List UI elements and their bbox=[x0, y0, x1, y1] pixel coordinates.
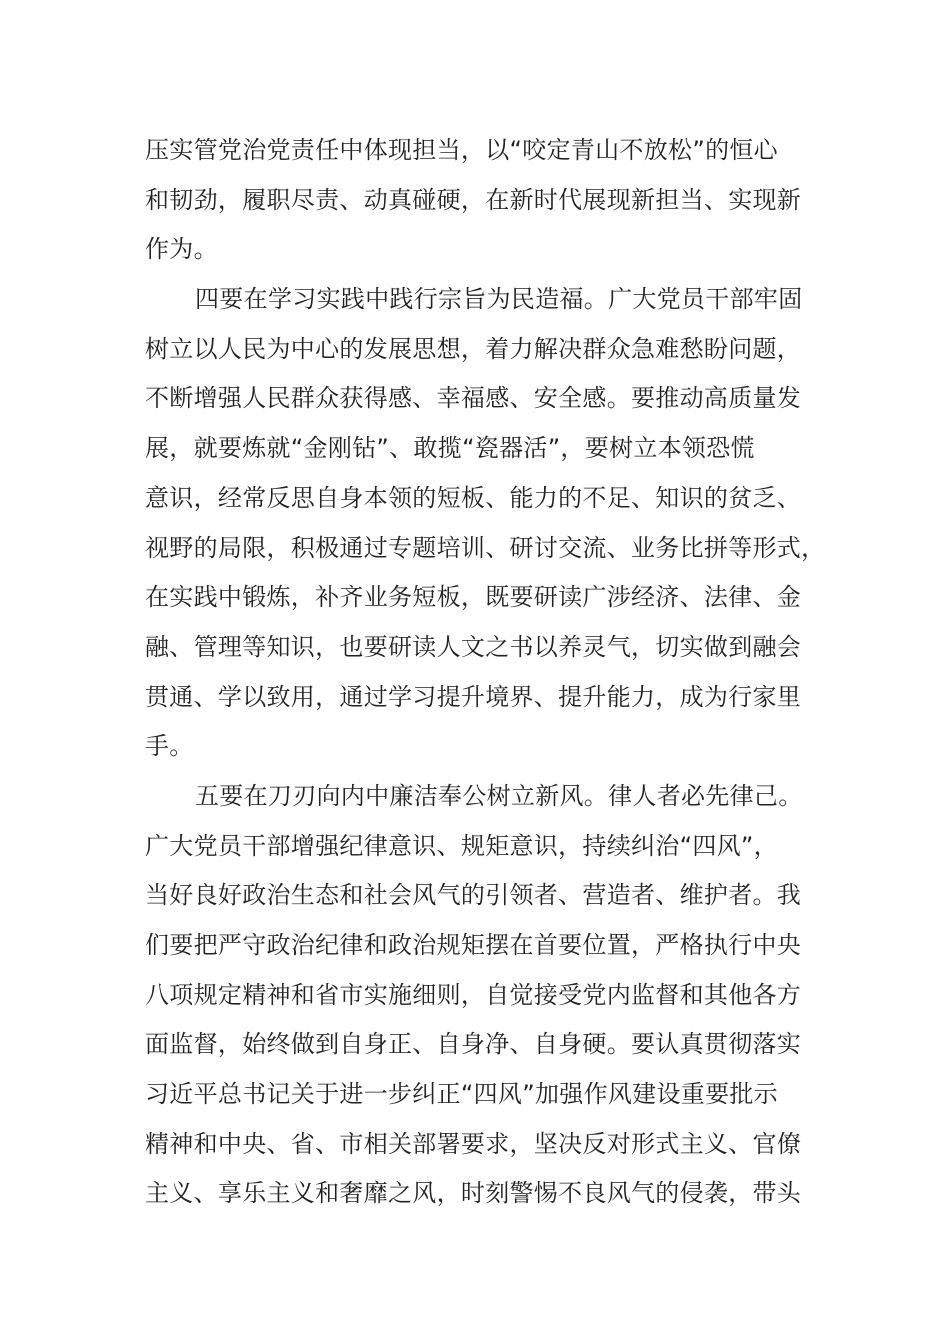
body-text bbox=[145, 126, 826, 1219]
text-line: 压实管党治党责任中体现担当，以“咬定青山不放松”的恒心 bbox=[145, 136, 778, 164]
text-line: 作为。 bbox=[145, 235, 218, 264]
text-line: 习近平总书记关于进一步纠正“四风”加强作风建设重要批示 bbox=[145, 1080, 778, 1109]
text-line: 在实践中锻炼，补齐业务短板，既要研读广涉经济、法律、金 bbox=[145, 583, 802, 612]
text-line: 广大党员干部增强纪律意识、规矩意识，持续纠治“四风”， bbox=[145, 831, 778, 860]
text-line: 们要把严守政治纪律和政治规矩摆在首要位置，严格执行中央 bbox=[145, 931, 802, 959]
text-line: 精神和中央、省、市相关部署要求，坚决反对形式主义、官僚 bbox=[145, 1129, 802, 1158]
text-line: 不断增强人民群众获得感、幸福感、安全感。要推动高质量发 bbox=[145, 384, 802, 413]
text-line: 和韧劲，履职尽责、动真碰硬，在新时代展现新担当、实现新 bbox=[145, 185, 802, 214]
paragraph-start-line: 四要在学习实践中践行宗旨为民造福。广大党员干部牢固 bbox=[195, 285, 803, 314]
paragraph-start-line: 五要在刀刃向内中廉洁奉公树立新风。律人者必先律己。 bbox=[195, 781, 803, 810]
text-line: 八项规定精神和省市实施细则，自觉接受党内监督和其他各方 bbox=[145, 980, 802, 1009]
text-line: 主义、享乐主义和奢靡之风，时刻警惕不良风气的侵袭，带头 bbox=[145, 1179, 802, 1208]
text-line: 意识，经常反思自身本领的短板、能力的不足、知识的贫乏、 bbox=[145, 483, 802, 512]
text-line: 融、管理等知识，也要研读人文之书以养灵气，切实做到融会 bbox=[145, 632, 802, 661]
text-line: 树立以人民为中心的发展思想，着力解决群众急难愁盼问题， bbox=[145, 334, 802, 363]
text-line: 手。 bbox=[145, 732, 194, 761]
text-line: 当好良好政治生态和社会风气的引领者、营造者、维护者。我 bbox=[145, 881, 802, 910]
text-line: 面监督，始终做到自身正、自身净、自身硬。要认真贯彻落实 bbox=[145, 1030, 802, 1059]
text-line: 展，就要炼就“金刚钻”、敢揽“瓷器活”，要树立本领恐慌 bbox=[145, 434, 755, 463]
text-line: 视野的局限，积极通过专题培训、研讨交流、业务比拼等形式， bbox=[145, 533, 826, 562]
text-line: 贯通、学以致用，通过学习提升境界、提升能力，成为行家里 bbox=[145, 682, 802, 711]
